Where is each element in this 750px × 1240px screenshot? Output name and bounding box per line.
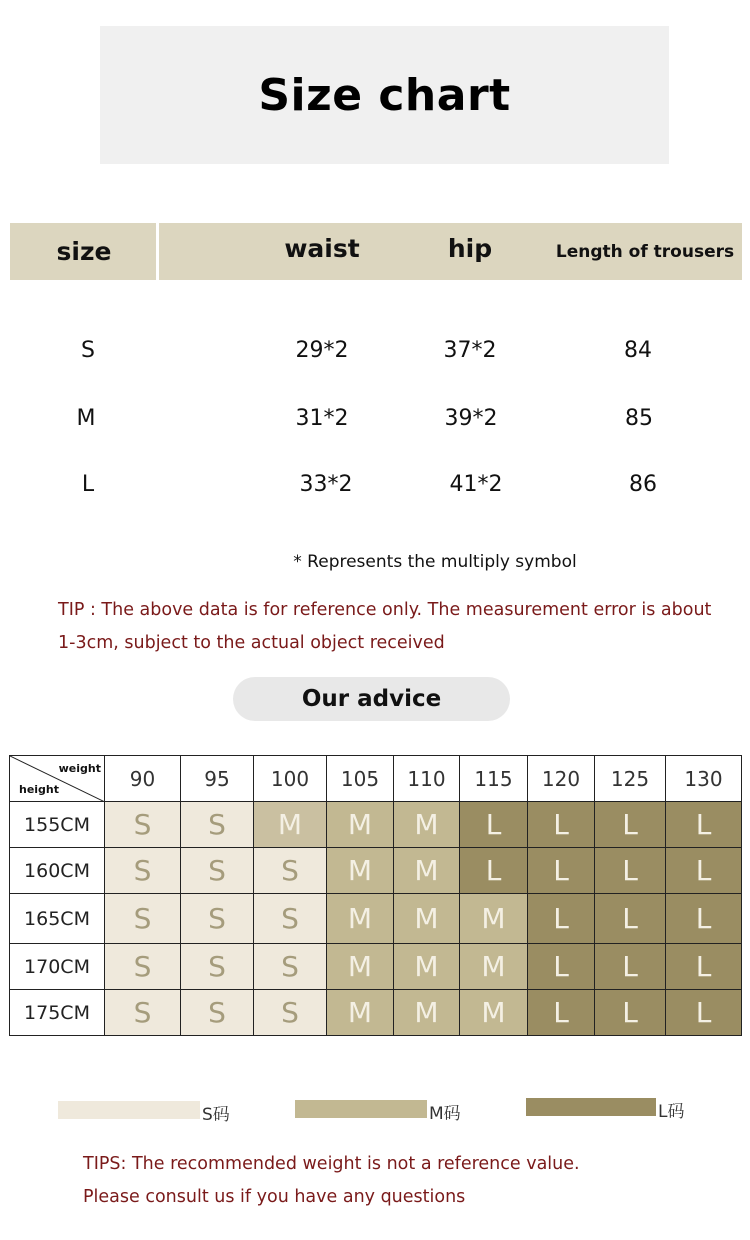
row-s-hip: 37*2 <box>443 338 497 363</box>
size-cell: M <box>327 802 394 848</box>
table-row <box>10 848 742 894</box>
corner-weight-label: weight <box>58 762 101 775</box>
size-cell: L <box>528 990 595 1036</box>
row-s-length: 84 <box>624 338 652 363</box>
height-cell: 155CM <box>10 802 105 848</box>
size-cell: M <box>394 802 460 848</box>
size-cell: S <box>181 990 254 1036</box>
size-cell: M <box>327 990 394 1036</box>
header-size: size <box>56 237 112 266</box>
tip-text: TIP : The above data is for reference only. The measurement error is about 1-3cm, subject to the actual object received <box>58 600 712 653</box>
table-row <box>10 990 742 1036</box>
row-l-hip: 41*2 <box>449 472 503 497</box>
legend-label-s: S码 <box>202 1105 230 1125</box>
weight-cell: 110 <box>394 756 460 802</box>
size-cell: L <box>528 802 595 848</box>
size-cell: M <box>394 848 460 894</box>
size-cell: L <box>666 848 742 894</box>
row-s-size: S <box>81 338 95 363</box>
legend-swatch-s <box>58 1101 200 1119</box>
weight-cell: 130 <box>666 756 742 802</box>
size-cell: L <box>528 894 595 944</box>
size-cell: S <box>254 944 327 990</box>
size-cell: S <box>181 894 254 944</box>
size-cell: L <box>595 848 666 894</box>
size-cell: S <box>254 848 327 894</box>
size-cell: S <box>105 894 181 944</box>
header-waist: waist <box>284 234 360 263</box>
size-cell: L <box>528 848 595 894</box>
table-row <box>10 944 742 990</box>
weight-cell: 105 <box>327 756 394 802</box>
weight-cell: 115 <box>460 756 528 802</box>
height-cell: 165CM <box>10 894 105 944</box>
row-m-length: 85 <box>625 406 653 431</box>
header-length: Length of trousers <box>555 242 735 262</box>
row-l-length: 86 <box>629 472 657 497</box>
legend-swatch-l <box>526 1098 656 1116</box>
size-cell: L <box>460 802 528 848</box>
size-cell: M <box>327 848 394 894</box>
size-cell: L <box>666 944 742 990</box>
size-cell: M <box>327 894 394 944</box>
size-cell: M <box>460 894 528 944</box>
advice-title: Our advice <box>301 686 442 712</box>
table-row <box>10 802 742 848</box>
size-cell: S <box>181 848 254 894</box>
size-cell: M <box>394 944 460 990</box>
size-cell: L <box>595 944 666 990</box>
legend-label-m: M码 <box>429 1104 461 1124</box>
height-cell: 170CM <box>10 944 105 990</box>
legend-swatch-m <box>295 1100 427 1118</box>
corner-height-label: height <box>19 783 60 796</box>
advice-banner <box>233 677 510 721</box>
page-title: Size chart <box>258 69 511 121</box>
size-cell: L <box>666 990 742 1036</box>
size-cell: L <box>528 944 595 990</box>
weight-cell: 90 <box>105 756 181 802</box>
size-cell: S <box>105 848 181 894</box>
size-advice-table <box>9 755 742 1036</box>
row-m-hip: 39*2 <box>444 406 498 431</box>
size-cell: S <box>181 944 254 990</box>
height-cell: 175CM <box>10 990 105 1036</box>
weight-cell: 120 <box>528 756 595 802</box>
row-s-waist: 29*2 <box>295 338 349 363</box>
tips-line-2: Please consult us if you have any questions <box>83 1187 466 1207</box>
size-cell: M <box>254 802 327 848</box>
tips-line-1: TIPS: The recommended weight is not a reference value. <box>83 1154 580 1174</box>
corner-cell <box>10 756 105 802</box>
weight-cell: 125 <box>595 756 666 802</box>
size-cell: L <box>595 990 666 1036</box>
size-cell: L <box>595 894 666 944</box>
row-l-waist: 33*2 <box>299 472 353 497</box>
size-cell: S <box>105 802 181 848</box>
tips-bottom <box>83 1148 723 1214</box>
size-cell: L <box>595 802 666 848</box>
size-cell: M <box>460 944 528 990</box>
size-cell: S <box>254 894 327 944</box>
size-cell: L <box>666 894 742 944</box>
size-cell: M <box>394 990 460 1036</box>
legend-label-l: L码 <box>658 1102 685 1122</box>
row-l-size: L <box>81 472 95 497</box>
size-cell: S <box>105 990 181 1036</box>
weight-header-row <box>10 756 742 802</box>
size-cell: L <box>460 848 528 894</box>
size-cell: M <box>327 944 394 990</box>
multiply-note: * Represents the multiply symbol <box>293 552 577 572</box>
table-row <box>10 894 742 944</box>
size-cell: S <box>105 944 181 990</box>
weight-cell: 95 <box>181 756 254 802</box>
size-cell: M <box>460 990 528 1036</box>
size-cell: M <box>394 894 460 944</box>
height-cell: 160CM <box>10 848 105 894</box>
size-cell: L <box>666 802 742 848</box>
size-cell: S <box>181 802 254 848</box>
title-banner <box>100 26 669 164</box>
row-m-size: M <box>76 406 96 431</box>
row-m-waist: 31*2 <box>295 406 349 431</box>
weight-cell: 100 <box>254 756 327 802</box>
size-cell: S <box>254 990 327 1036</box>
header-hip: hip <box>447 234 493 263</box>
